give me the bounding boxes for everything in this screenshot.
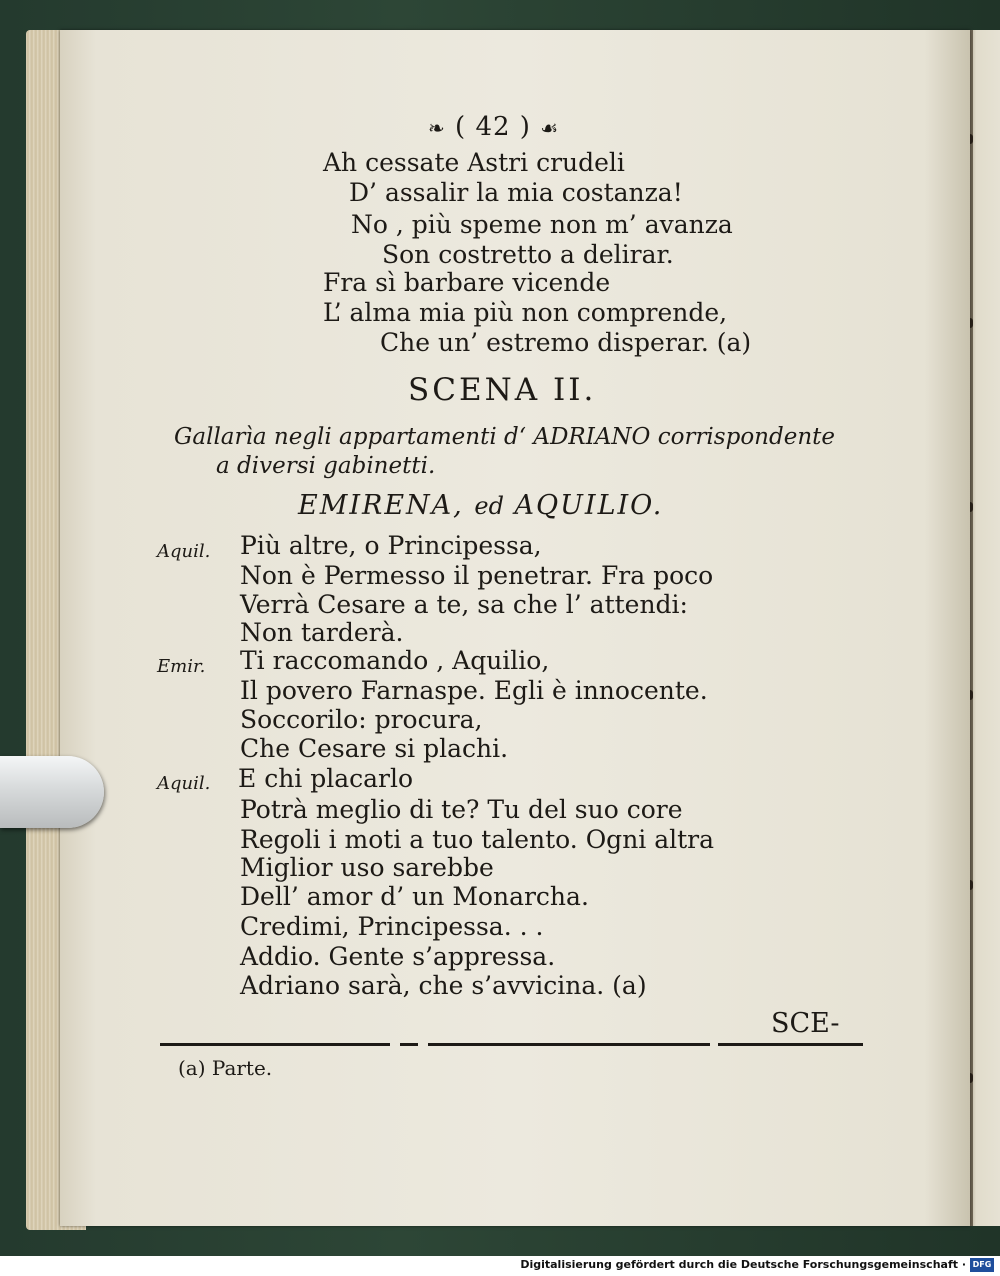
scene-setting: Gallarìa negli appartamenti d‘ ADRIANO corrispondente	[174, 424, 835, 450]
verse-line: Ah cessate Astri crudeli	[323, 148, 625, 177]
verse-line: Che un’ estremo disperar. (a)	[380, 328, 752, 357]
dialogue-line: Verrà Cesare a te, sa che l’ attendi:	[240, 590, 688, 619]
catchword: SCE-	[771, 1008, 840, 1039]
dialogue-line: Che Cesare si plachi.	[240, 734, 509, 763]
page-header	[428, 112, 559, 142]
dialogue-line: Più altre, o Principessa,	[240, 531, 542, 560]
speaker-label: Aquil.	[157, 541, 211, 562]
footnote-rule	[428, 1043, 710, 1046]
verse-line: L’ alma mia più non comprende,	[323, 298, 728, 327]
conjunction: ed	[474, 492, 504, 520]
dialogue-line: Il povero Farnaspe. Egli è innocente.	[240, 676, 708, 705]
dfg-logo-icon: DFG	[970, 1258, 994, 1272]
ornament-right-icon: ☙	[540, 116, 560, 140]
dialogue-line: Soccorilo: procura,	[240, 705, 483, 734]
scene-characters	[298, 490, 663, 521]
speaker-label: Emir.	[157, 656, 206, 677]
footnote: (a) Parte.	[178, 1056, 273, 1080]
funding-credit: Digitalisierung gefördert durch die Deutsche Forschungsgemeinschaft ·	[520, 1258, 966, 1271]
verse-line: Son costretto a delirar.	[382, 240, 674, 269]
character-name: EMIRENA,	[298, 490, 464, 521]
dialogue-line: Dell’ amor d’ un Monarcha.	[240, 882, 589, 911]
dialogue-line: Non è Permesso il penetrar. Fra poco	[240, 561, 714, 590]
dialogue-line: Potrà meglio di te? Tu del suo core	[240, 795, 683, 824]
dialogue-line: Regoli i moti a tuo talento. Ogni altra	[240, 825, 715, 854]
page-number: ( 42 )	[455, 112, 531, 142]
footnote-rule	[400, 1043, 418, 1046]
verse-line: Fra sì barbare vicende	[323, 268, 611, 297]
footnote-rule	[160, 1043, 390, 1046]
character-name: AQUILIO.	[514, 490, 664, 521]
ornament-left-icon: ❧	[428, 116, 446, 140]
dialogue-line: E chi placarlo	[238, 764, 414, 793]
binding-spine	[970, 30, 973, 1226]
verse-line: D’ assalir la mia costanza!	[349, 178, 683, 207]
dialogue-line: Non tarderà.	[240, 618, 404, 647]
dialogue-line: Adriano sarà, che s’avvicina. (a)	[240, 971, 647, 1000]
scene-setting: a diversi gabinetti.	[216, 453, 436, 479]
dialogue-line: Ti raccomando , Aquilio,	[240, 646, 550, 675]
verse-line: No , più speme non m’ avanza	[351, 210, 733, 239]
speaker-label: Aquil.	[157, 773, 211, 794]
footnote-rule	[718, 1043, 863, 1046]
dialogue-line: Miglior uso sarebbe	[240, 853, 494, 882]
scene-title: SCENA II.	[408, 372, 597, 408]
dialogue-line: Addio. Gente s’appressa.	[240, 942, 556, 971]
page-clip	[0, 756, 104, 828]
dialogue-line: Credimi, Principessa. . .	[240, 912, 544, 941]
